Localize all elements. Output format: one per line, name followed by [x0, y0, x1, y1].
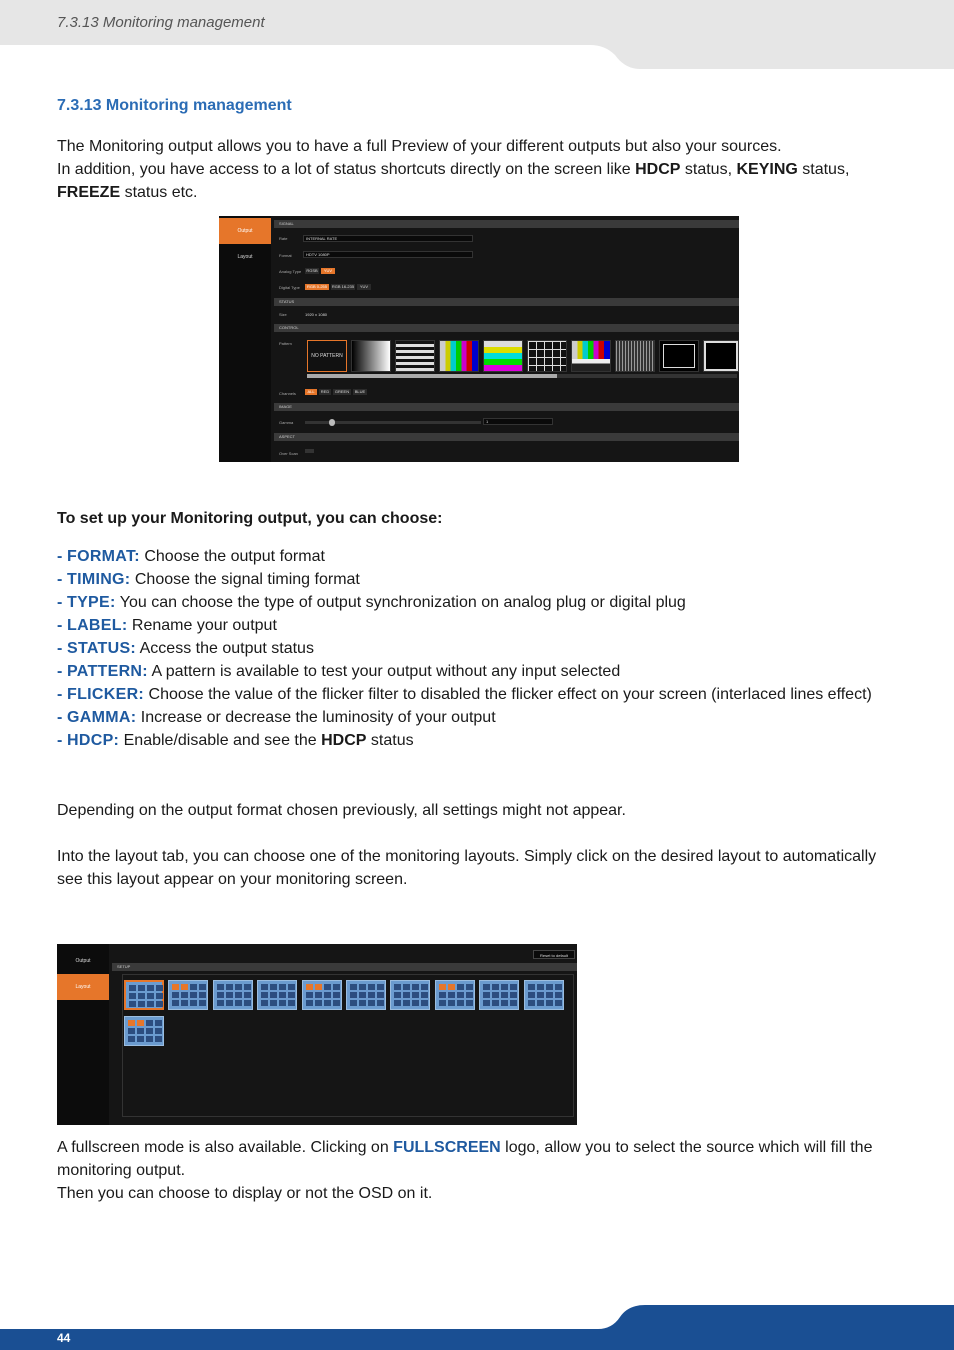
sidebar-item-layout[interactable]: Layout: [237, 254, 253, 260]
note-layout: Into the layout tab, you can choose one of the monitoring layouts. Simply click on the desired layout to automatically see this layout appear on your monitoring screen.: [57, 848, 877, 888]
layout-cell: [546, 992, 553, 998]
pattern-gradient[interactable]: [351, 340, 391, 372]
layout-cell: [350, 1000, 357, 1006]
list-item: - LABEL: Rename your output: [57, 617, 277, 634]
layout-cell: [359, 992, 366, 998]
channel-all[interactable]: ALL: [305, 389, 317, 395]
layout-cell: [333, 992, 340, 998]
footer-band: [0, 1305, 954, 1350]
list-item: - TYPE: You can choose the type of output synchronization on analog plug or digital plug: [57, 594, 686, 611]
pattern-multiburst[interactable]: [615, 340, 655, 372]
layout-cell: [270, 984, 277, 990]
sidebar-item-output[interactable]: Output: [75, 958, 91, 964]
layout-cell: [129, 993, 136, 999]
section-status: STATUS: [274, 298, 739, 306]
layout-cell: [315, 1000, 322, 1006]
section-aspect: ASPECT: [274, 433, 739, 441]
layout-cell: [217, 992, 224, 998]
layout-option[interactable]: [213, 980, 253, 1010]
layout-cell: [199, 984, 206, 990]
note-settings: Depending on the output format chosen previously, all settings might not appear.: [57, 802, 626, 819]
layout-cell: [324, 984, 331, 990]
layout-cell: [172, 1000, 179, 1006]
layout-option[interactable]: [479, 980, 519, 1010]
layout-cell: [146, 1036, 153, 1042]
header-section-ref: 7.3.13 Monitoring management: [57, 14, 265, 31]
layout-cell: [421, 1000, 428, 1006]
layout-cell: [288, 992, 295, 998]
setup-heading: To set up your Monitoring output, you can choose:: [57, 510, 443, 527]
list-item: - HDCP: Enable/disable and see the HDCP status: [57, 732, 414, 749]
layout-cell: [501, 984, 508, 990]
layout-cell: [457, 984, 464, 990]
layout-cell: [377, 992, 384, 998]
layout-cell: [412, 984, 419, 990]
layout-cell: [156, 985, 163, 991]
intro-paragraph: The Monitoring output allows you to have a full Preview of your different outputs but also your sources. In addition, you have access to a lot of status shortcuts directly on the screen like HDCP status, KEYING status, FREEZE status etc.: [57, 138, 850, 201]
layout-cell: [279, 984, 286, 990]
layout-cell: [448, 1000, 455, 1006]
layout-cell: [412, 1000, 419, 1006]
layout-cell: [172, 992, 179, 998]
layout-cell: [244, 1000, 251, 1006]
screenshot-sidebar: [57, 944, 109, 1125]
layout-cell: [466, 984, 473, 990]
layout-cell: [555, 984, 562, 990]
layout-cell: [128, 1028, 135, 1034]
layout-cell: [155, 1028, 162, 1034]
channel-green[interactable]: GREEN: [334, 389, 350, 394]
layout-cell: [359, 984, 366, 990]
screenshot-sidebar: [219, 216, 271, 462]
layout-option[interactable]: [390, 980, 430, 1010]
layout-cell: [537, 992, 544, 998]
fullscreen-keyword: FULLSCREEN: [393, 1139, 501, 1156]
layout-cell: [377, 1000, 384, 1006]
list-item: - FLICKER: Choose the value of the flicker filter to disabled the flicker effect on your screen (interlaced lines effect): [57, 686, 872, 703]
pattern-circle[interactable]: [703, 340, 739, 372]
layout-cell: [377, 984, 384, 990]
layout-cell: [492, 1000, 499, 1006]
layout-cell: [368, 1000, 375, 1006]
layout-cell: [155, 1036, 162, 1042]
layout-cell: [306, 1000, 313, 1006]
layout-cell: [138, 985, 145, 991]
output-settings-screenshot: Output Layout SIGNAL Rate INTERNAL RATE Format HDTV 1080P Analog Type RGSB YUV Digital Type RGB 0-255 RGB 16-235 YUV STATUS Size 1920 x 1080 CONTROL Pattern NO PATTERN Channels ALL RED GREEN BLUE IMAGE Gamma 1 ASPECT Over Scan: [219, 216, 739, 462]
layout-cell: [138, 1001, 145, 1007]
layout-option[interactable]: [124, 1016, 164, 1046]
layout-cell: [350, 992, 357, 998]
layout-cell: [555, 1000, 562, 1006]
layout-cell: [244, 984, 251, 990]
rate-select[interactable]: INTERNAL RATE: [303, 235, 473, 242]
layout-cell: [439, 992, 446, 998]
digital-option[interactable]: RGB 0-255: [306, 284, 327, 289]
layout-cell: [190, 1000, 197, 1006]
layout-cell: [501, 1000, 508, 1006]
section-title: 7.3.13 Monitoring management: [57, 97, 292, 114]
layout-cell: [181, 984, 188, 990]
layout-cell: [128, 1036, 135, 1042]
overscan-toggle[interactable]: [305, 449, 314, 453]
layout-cell: [244, 992, 251, 998]
digital-option[interactable]: YUV: [357, 284, 371, 290]
layout-option[interactable]: [435, 980, 475, 1010]
layout-cell: [261, 1000, 268, 1006]
layout-cell: [181, 1000, 188, 1006]
layout-cell: [546, 984, 553, 990]
layout-cell: [156, 1001, 163, 1007]
layout-cell: [528, 1000, 535, 1006]
layout-cell: [421, 992, 428, 998]
layout-cell: [181, 992, 188, 998]
layout-cell: [156, 993, 163, 999]
layout-cell: [137, 1020, 144, 1026]
list-item: - GAMMA: Increase or decrease the luminosity of your output: [57, 709, 496, 726]
layout-cell: [333, 1000, 340, 1006]
layout-cell: [403, 992, 410, 998]
list-item: - FORMAT: Choose the output format: [57, 548, 325, 565]
pattern-none[interactable]: NO PATTERN: [307, 340, 347, 372]
layout-cell: [492, 984, 499, 990]
layout-cell: [147, 1001, 154, 1007]
analog-option[interactable]: YUV: [321, 268, 335, 274]
layout-cell: [137, 1036, 144, 1042]
layout-cell: [261, 992, 268, 998]
layout-cell: [270, 992, 277, 998]
layout-cell: [270, 1000, 277, 1006]
pattern-smpte[interactable]: [571, 340, 611, 372]
layout-cell: [412, 992, 419, 998]
layout-option[interactable]: [346, 980, 386, 1010]
pattern-scroll-thumb[interactable]: [307, 374, 557, 378]
pattern-grid[interactable]: [527, 340, 567, 372]
header-band: [0, 0, 954, 69]
layout-cell: [457, 992, 464, 998]
layout-option[interactable]: [302, 980, 342, 1010]
layout-cell: [226, 1000, 233, 1006]
layout-cell: [199, 1000, 206, 1006]
channel-red[interactable]: RED: [320, 389, 330, 394]
list-item: - TIMING: Choose the signal timing format: [57, 571, 360, 588]
layout-cell: [537, 984, 544, 990]
layout-cell: [315, 984, 322, 990]
layout-cell: [403, 1000, 410, 1006]
layout-cell: [483, 992, 490, 998]
layout-cell: [528, 984, 535, 990]
layout-cell: [448, 992, 455, 998]
layout-cell: [235, 1000, 242, 1006]
layout-cell: [235, 984, 242, 990]
page-number: 44: [57, 1331, 71, 1345]
layout-cell: [261, 984, 268, 990]
layout-cell: [138, 993, 145, 999]
layout-cell: [172, 984, 179, 990]
gamma-input[interactable]: 1: [483, 418, 553, 425]
layout-screenshot: [57, 944, 577, 1125]
layout-cell: [403, 984, 410, 990]
layout-cell: [528, 992, 535, 998]
pattern-colorbars[interactable]: [439, 340, 479, 372]
layout-cell: [217, 984, 224, 990]
layout-option[interactable]: [124, 980, 164, 1010]
analog-option[interactable]: RGSB: [306, 268, 318, 273]
layout-cell: [439, 984, 446, 990]
digital-option[interactable]: RGB 16-235: [331, 284, 355, 289]
layout-cell: [439, 1000, 446, 1006]
pattern-stripes[interactable]: [395, 340, 435, 372]
layout-cell: [394, 1000, 401, 1006]
layout-cell: [288, 984, 295, 990]
layout-cell: [226, 984, 233, 990]
gamma-slider[interactable]: [305, 421, 481, 424]
list-item: - STATUS: Access the output status: [57, 640, 314, 657]
layout-cell: [359, 1000, 366, 1006]
layout-cell: [510, 1000, 517, 1006]
layout-cell: [226, 992, 233, 998]
layout-cell: [146, 1020, 153, 1026]
outro-paragraph: A fullscreen mode is also available. Clicking on FULLSCREEN logo, allow you to select the source which will fill the monitoring output. Then you can choose to display or not the OSD on it.: [57, 1139, 873, 1202]
layout-cell: [217, 1000, 224, 1006]
layout-cell: [394, 984, 401, 990]
layout-cell: [555, 992, 562, 998]
layout-cell: [324, 992, 331, 998]
layout-cell: [315, 992, 322, 998]
layout-cell: [501, 992, 508, 998]
reset-to-default-button[interactable]: Reset to default: [533, 950, 575, 959]
layout-cell: [368, 984, 375, 990]
pattern-hbars[interactable]: [483, 340, 523, 372]
section-image: IMAGE: [274, 403, 739, 411]
sidebar-item-output[interactable]: Output: [219, 218, 271, 244]
layout-cell: [288, 1000, 295, 1006]
intro-line1: The Monitoring output allows you to have a full Preview of your different outputs but also your sources.: [57, 138, 782, 155]
layout-cell: [279, 1000, 286, 1006]
gamma-slider-handle[interactable]: [329, 419, 335, 426]
channel-blue[interactable]: BLUE: [354, 389, 366, 394]
layout-cell: [146, 1028, 153, 1034]
layout-cell: [483, 984, 490, 990]
sidebar-item-layout[interactable]: Layout: [57, 974, 109, 1000]
layout-cell: [457, 1000, 464, 1006]
layout-cell: [448, 984, 455, 990]
layout-cell: [421, 984, 428, 990]
layout-cell: [306, 984, 313, 990]
layout-cell: [368, 992, 375, 998]
layout-cell: [537, 1000, 544, 1006]
layout-option[interactable]: [168, 980, 208, 1010]
size-value: 1920 x 1080: [305, 312, 328, 317]
format-select[interactable]: HDTV 1080P: [303, 251, 473, 258]
layout-cell: [333, 984, 340, 990]
layout-cell: [155, 1020, 162, 1026]
layout-cell: [190, 992, 197, 998]
layout-cell: [510, 992, 517, 998]
layout-cell: [394, 992, 401, 998]
list-item: - PATTERN: A pattern is available to test your output without any input selected: [57, 663, 621, 680]
layout-cell: [147, 993, 154, 999]
layout-cell: [546, 1000, 553, 1006]
pattern-border[interactable]: [659, 340, 699, 372]
section-signal: SIGNAL: [274, 220, 739, 228]
section-control: CONTROL: [274, 324, 739, 332]
layout-cell: [129, 1001, 136, 1007]
layout-cell: [199, 992, 206, 998]
layout-cell: [350, 984, 357, 990]
layout-cell: [147, 985, 154, 991]
settings-list: [57, 545, 902, 752]
layout-cell: [137, 1028, 144, 1034]
layout-cell: [483, 1000, 490, 1006]
layout-cell: [510, 984, 517, 990]
layout-option[interactable]: [257, 980, 297, 1010]
layout-cell: [129, 985, 136, 991]
layout-cell: [279, 992, 286, 998]
layout-cell: [128, 1020, 135, 1026]
pattern-scrollbar[interactable]: [307, 374, 737, 378]
layout-cell: [466, 992, 473, 998]
layout-cell: [190, 984, 197, 990]
layout-cell: [306, 992, 313, 998]
layout-option[interactable]: [524, 980, 564, 1010]
layout-cell: [492, 992, 499, 998]
layout-cell: [235, 992, 242, 998]
layout-cell: [466, 1000, 473, 1006]
layout-cell: [324, 1000, 331, 1006]
setup-strip: SETUP: [112, 963, 577, 971]
